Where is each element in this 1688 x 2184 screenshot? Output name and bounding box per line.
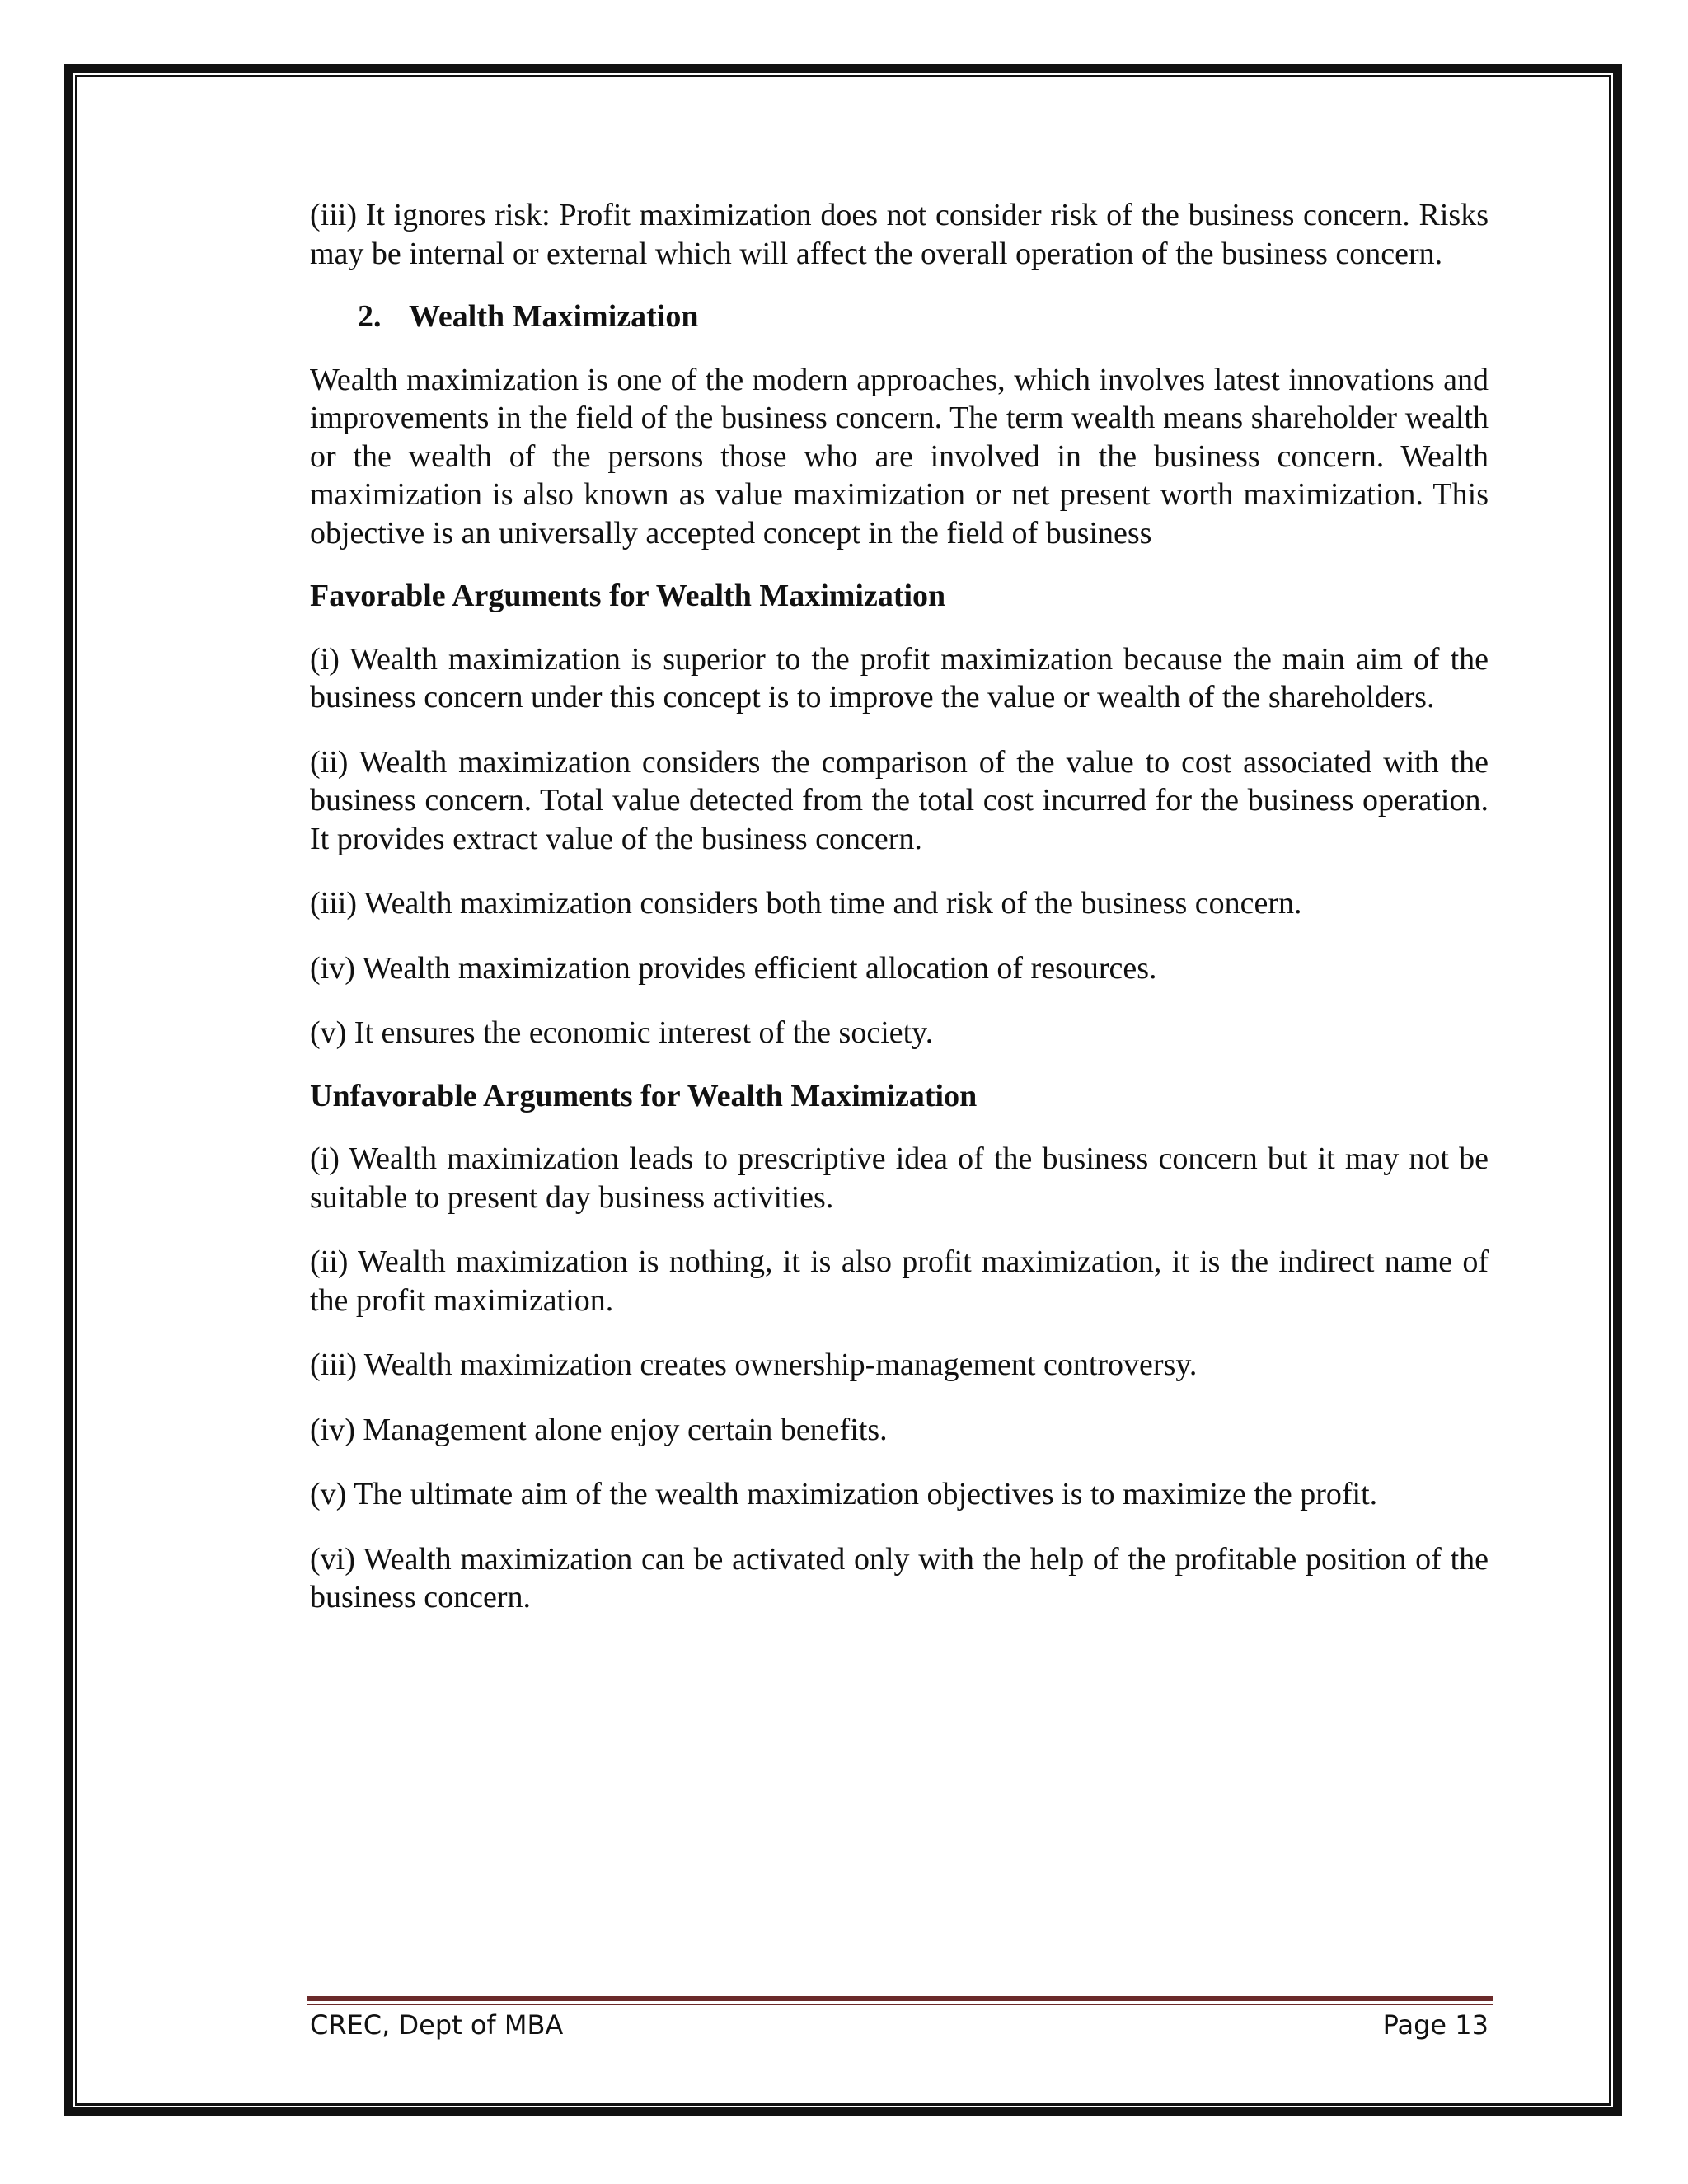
unfavorable-item: (v) The ultimate aim of the wealth maximization objectives is to maximize the profit. <box>310 1477 1378 1511</box>
intro-paragraph: (iii) It ignores risk: Profit maximization does not consider risk of the business concern. Risks may be internal or external which will affect the overall operation of the business concern. <box>310 198 1489 271</box>
unfavorable-item: (vi) Wealth maximization can be activated only with the help of the profitable position of the business concern. <box>310 1541 1489 1615</box>
page-content <box>310 196 1489 1617</box>
favorable-item: (iv) Wealth maximization provides efficient allocation of resources. <box>310 950 1157 986</box>
unfavorable-item: (ii) Wealth maximization is nothing, it is also profit maximization, it is the indirect name of the profit maximization. <box>310 1244 1489 1318</box>
favorable-item: (ii) Wealth maximization considers the comparison of the value to cost associated with the business concern. Total value detected from the total cost incurred for the business operation. It provides extract value of the business concern. <box>310 744 1489 856</box>
unfavorable-item: (iv) Management alone enjoy certain benefits. <box>310 1412 888 1447</box>
section-heading <box>310 298 1489 336</box>
footer-department: CREC, Dept of MBA <box>310 2009 564 2041</box>
footer-divider-thin <box>307 2004 1493 2005</box>
favorable-item: (iii) Wealth maximization considers both time and risk of the business concern. <box>310 886 1302 921</box>
page-number: Page 13 <box>1382 2009 1489 2041</box>
favorable-item: (i) Wealth maximization is superior to the profit maximization because the main aim of the business concern under this concept is to improve the value or wealth of the shareholders. <box>310 641 1489 715</box>
section-number: 2. <box>358 299 382 334</box>
footer-divider <box>307 1996 1493 2005</box>
unfavorable-heading: Unfavorable Arguments for Wealth Maximization <box>310 1078 978 1113</box>
unfavorable-item: (i) Wealth maximization leads to prescriptive idea of the business concern but it may not be suitable to present day business activities. <box>310 1141 1489 1215</box>
page-footer <box>310 2009 1489 2041</box>
favorable-item: (v) It ensures the economic interest of the society. <box>310 1015 934 1050</box>
favorable-heading: Favorable Arguments for Wealth Maximization <box>310 579 946 613</box>
section-title: Wealth Maximization <box>409 299 699 334</box>
unfavorable-item: (iii) Wealth maximization creates ownership-management controversy. <box>310 1347 1198 1382</box>
section-paragraph: Wealth maximization is one of the modern approaches, which involves latest innovations and improvements in the field of the business concern. The term wealth means shareholder wealth or the wealth of the persons those who are involved in the business concern. Wealth maximization is also known as value maximization or net present worth maximization. This objective is an universally accepted concept in the field of business <box>310 362 1489 551</box>
footer-divider-thick <box>307 1996 1493 2001</box>
